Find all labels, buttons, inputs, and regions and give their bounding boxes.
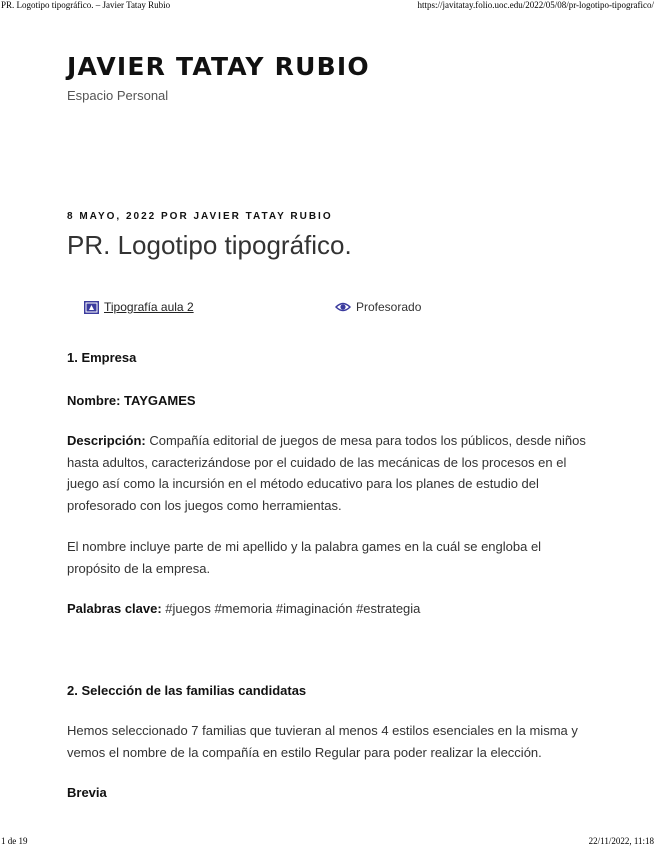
description-label: Descripción: bbox=[67, 433, 146, 448]
print-header-url: https://javitatay.folio.uoc.edu/2022/05/08/pr-logotipo-tipografico/ bbox=[417, 0, 654, 10]
post-meta: 8 MAYO, 2022 POR JAVIER TATAY RUBIO bbox=[67, 211, 333, 222]
keywords-label: Palabras clave: bbox=[67, 601, 162, 616]
eye-icon bbox=[335, 301, 351, 313]
audience-label: Profesorado bbox=[356, 300, 422, 314]
selection-paragraph: Hemos seleccionado 7 familias que tuvieran al menos 4 estilos esenciales en la misma y vemos el nombre de la compañía en estilo Regular para poder realizar la elección. bbox=[67, 723, 578, 760]
category-link[interactable]: Tipografía aula 2 bbox=[104, 300, 194, 314]
print-date: 22/11/2022, 11:18 bbox=[588, 836, 654, 846]
print-header bbox=[0, 0, 655, 14]
site-description: Espacio Personal bbox=[67, 88, 169, 103]
keywords-text: #juegos #memoria #imaginación #estrategia bbox=[161, 601, 421, 616]
post-taxonomy bbox=[0, 300, 655, 318]
post-category bbox=[84, 300, 194, 314]
section-heading-empresa: 1. Empresa bbox=[67, 350, 137, 365]
keywords-paragraph bbox=[67, 598, 420, 620]
page-counter: 1 de 19 bbox=[1, 836, 28, 846]
company-name: Nombre: TAYGAMES bbox=[67, 393, 196, 408]
description-text: Compañía editorial de juegos de mesa para todos los públicos, desde niños hasta adultos, caracterizándose por el cuidado de las mecánicas de los procesos en el juego así como la incursión en el método educativo para los planes de estudio del profesorado con los juegos como herramientas. bbox=[67, 433, 586, 513]
subheading-brevia: Brevia bbox=[67, 785, 107, 800]
print-footer bbox=[0, 836, 655, 848]
post-audience bbox=[335, 300, 421, 314]
name-paragraph: El nombre incluye parte de mi apellido y la palabra games en la cuál se engloba el propósito de la empresa. bbox=[67, 539, 542, 576]
print-header-title: PR. Logotipo tipográfico. – Javier Tatay Rubio bbox=[1, 0, 171, 10]
post-title: PR. Logotipo tipográfico. bbox=[67, 230, 352, 260]
site-title[interactable]: JAVIER TATAY RUBIO bbox=[67, 52, 370, 81]
description-paragraph bbox=[67, 430, 587, 516]
section-heading-seleccion: 2. Selección de las familias candidatas bbox=[67, 683, 307, 698]
category-icon bbox=[84, 301, 99, 314]
